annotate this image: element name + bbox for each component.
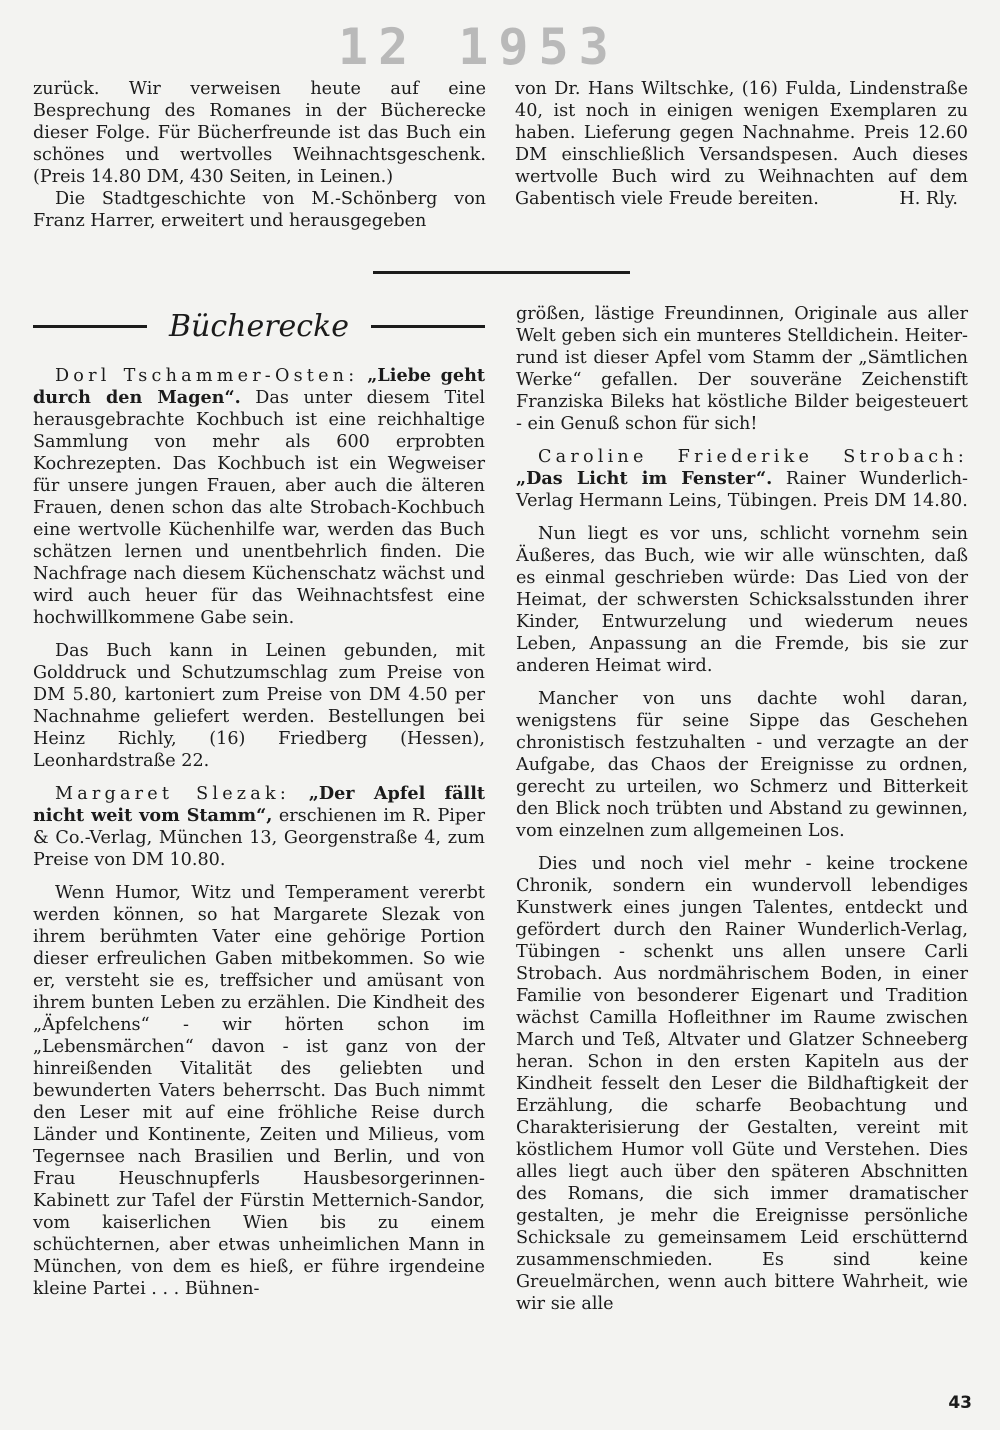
paragraph: zurück. Wir verweisen heute auf eine Besprechung des Romanes in der Bücherecke dieser Folge. Für Bücherfreunde ist das Buch ein schönes und wertvolles Weihnachtsgeschenk. (Preis 14.80 DM, 430 Seiten, in Leinen.) (33, 79, 486, 187)
right-column (516, 303, 968, 1326)
paragraph: größen, lästige Freundinnen, Originale aus aller Welt geben sich ein munteres Stelldichein. Heiter-rund ist dieser Apfel vom Stamm der „Sämtlichen Werke“ gefallen. Der souveräne Zeichenstift Franziska Bileks hat köstliche Bilder beigesteuert - ein Genuß schon für sich! (516, 304, 968, 434)
top-left-column (33, 78, 486, 232)
paragraph: Nun liegt es vor uns, schlicht vornehm sein Äußeres, das Buch, wie wir alle wünschten, daß es einmal geschrieben würde: Das Lied von der Heimat, der schwersten Schicksalsstunden ihrer Kinder, Entwurzelung und wiederum neues Leben, Anpassung an die Fremde, bis sie zur anderen Heimat wird. (516, 524, 968, 676)
section-divider (373, 271, 630, 274)
review-intro (33, 365, 485, 629)
review-intro (33, 783, 485, 871)
paragraph: Dies und noch viel mehr - keine trockene Chronik, sondern ein wundervoll lebendiges Kunstwerk eines jungen Talentes, entdeckt und gefördert durch den Rainer Wunderlich-Verlag, Tübingen - schenkt uns allen unsere Carli Strobach. Aus nordmährischem Boden, in einer Familie von besonderer Eigenart und Tradition wächst Camilla Hofleithner im Raume zwischen March und Teß, Altvater und Glatzer Schneeberg heran. Schon in den ersten Kapiteln aus der Kindheit fesselt den Leser die Bildhaftigkeit der Erzählung, die scharfe Beobachtung und Charakterisierung der Gestalten, vereint mit köstlichem Humor voll Güte und Verstehen. Dies alles liegt auch über den späteren Abschnitten des Romans, die sich immer dramatischer gestalten, je mehr die Ereignisse persönliche Schicksale zu gemeinsamem Leid erschütternd zusammenschmieden. Es sind keine Greuelmärchen, wenn auch bittere Wahrheit, wie wir sie alle (516, 854, 968, 1314)
paragraph: Mancher von uns dachte wohl daran, wenigstens für seine Sippe das Geschehen chronistisch festzuhalten - und verzagte an der Aufgabe, das Chaos der Ereignisse zu ordnen, gerecht zu urteilen, wo Schmerz und Bitterkeit den Blick noch trübten und Abstand zu gewinnen, vom einzelnen zum allgemeinen Los. (516, 689, 968, 841)
paragraph: Das Buch kann in Leinen gebunden, mit Golddruck und Schutzumschlag zum Preise von DM 5.80, kartoniert zum Preise von DM 4.50 per Nachnahme geliefert werden. Bestellungen bei Heinz Richly, (16) Friedberg (Hessen), Leonhardstraße 22. (33, 641, 485, 771)
paragraph: Die Stadtgeschichte von M.-Schönberg von Franz Harrer, erweitert und herausgegeben (33, 189, 486, 231)
review-text: Rainer Wunderlich-Verlag Hermann Leins, Tübingen. Preis DM 14.80. (516, 469, 968, 511)
section-title: Bücherecke (168, 308, 350, 344)
review-author: Margaret Slezak: (55, 784, 290, 804)
review-book-title: „Liebe geht durch den Magen“. (33, 365, 485, 408)
heading-rule-left (33, 325, 147, 328)
review-author: Dorl Tschammer-Osten: (55, 366, 359, 386)
review-text: erschienen im R. Piper & Co.-Verlag, München 13, Georgenstraße 4, zum Preise von DM 10.80. (33, 806, 485, 870)
top-right-column (515, 78, 968, 210)
paragraph: Wenn Humor, Witz und Temperament vererbt werden können, so hat Margarete Slezak von ihrem berühmten Vater eine gehörige Portion dieser erfreulichen Gaben mitbekommen. So wie er, versteht sie es, treffsicher und amüsant von ihrem bunten Leben zu erzählen. Die Kindheit des „Äpfelchens“ - wir hörten schon im „Lebensmärchen“ davon - ist ganz von der hinreißenden Vitalität des geliebten und bewunderten Vaters beherrscht. Das Buch nimmt den Leser mit auf eine fröhliche Reise durch Länder und Kontinente, Zeiten und Milieus, vom Tegernsee nach Brasilien und Berlin, und von Frau Heuschnupferls Hausbesorgerinnen-Kabinett zur Tafel der Fürstin Metternich-Sandor, vom kaiserlichen Wien bis zu einem schüchternen, aber etwas unheimlichen Mann in München, von dem es hieß, er führe irgendeine kleine Partei . . . Bühnen- (33, 883, 485, 1299)
paragraph-text: von Dr. Hans Wiltschke, (16) Fulda, Lindenstraße 40, ist noch in einigen wenigen Exemplaren zu haben. Lieferung gegen Nachnahme. Preis 12.60 DM einschließlich Versandspesen. Auch dieses wertvolle Buch wird zu Weihnachten auf dem Gabentisch viele Freude bereiten. (515, 79, 968, 209)
review-book-title: „Der Apfel fällt nicht weit vom Stamm“, (33, 783, 486, 826)
signature: H. Rly. (899, 189, 958, 209)
review-author: Caroline Friederike Strobach: (538, 447, 968, 467)
review-intro (516, 446, 968, 512)
heading-rule-right (371, 325, 485, 328)
review-book-title: „Das Licht im Fenster“. (516, 468, 773, 489)
paragraph (515, 78, 968, 210)
date-stamp: 12 1953 (338, 18, 619, 76)
page-number: 43 (948, 1393, 972, 1413)
review-text: Das unter diesem Titel herausgebrachte Kochbuch ist eine reichhaltige Sammlung von mehr als 600 erprobten Kochrezepten. Das Kochbuch ist ein Wegweiser für unsere jungen Frauen, aber auch die älteren Frauen, denen schon das alte Strobach-Kochbuch eine wertvolle Küchenhilfe war, werden das Buch schätzen lernen und unentbehrlich finden. Die Nachfrage nach diesem Küchenschatz wächst und wird auch heuer für das Weihnachtsfest eine hochwillkommene Gabe sein. (33, 388, 486, 628)
section-heading (33, 303, 485, 349)
left-column (33, 365, 485, 1311)
